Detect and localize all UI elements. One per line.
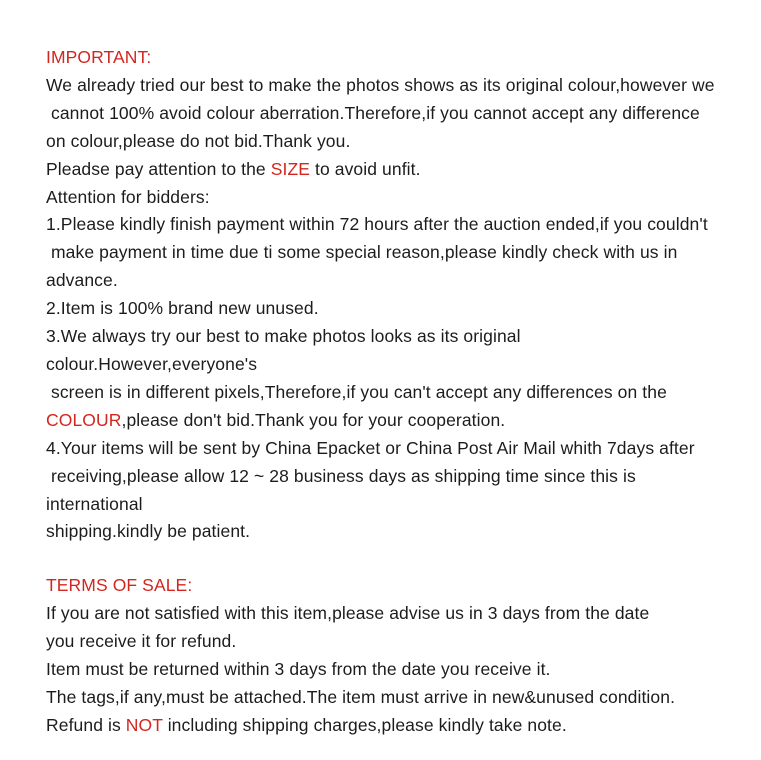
text-line <box>46 684 723 712</box>
highlight-red: COLOUR <box>46 409 122 430</box>
text-segment: on colour,please do not bid.Thank you. <box>46 130 351 151</box>
highlight-red: NOT <box>125 714 163 735</box>
text-segment: We already tried our best to make the photos shows as its original colour,however we <box>46 74 715 95</box>
text-segment: 1.Please kindly finish payment within 72 hours after the auction ended,if you couldn't <box>46 214 708 235</box>
text-segment: screen is in different pixels,Therefore,if you can't accept any differences on the <box>46 381 667 402</box>
text-line <box>46 156 723 184</box>
text-line <box>46 463 723 519</box>
text-line <box>46 128 723 156</box>
text-segment: The tags,if any,must be attached.The item must arrive in new&unused condition. <box>46 686 676 707</box>
text-segment: make payment in time due ti some special reason,please kindly check with us in <box>46 242 678 263</box>
text-line <box>46 100 723 128</box>
text-line <box>46 600 723 628</box>
text-segment: ,please don't bid.Thank you for your cooperation. <box>121 409 506 430</box>
text-segment: Item must be returned within 3 days from the date you receive it. <box>46 659 551 680</box>
text-segment: If you are not satisfied with this item,please advise us in 3 days from the date <box>46 603 650 624</box>
text-segment: Attention for bidders: <box>46 186 210 207</box>
highlight-red: SIZE <box>270 158 311 179</box>
section-heading: TERMS OF SALE: <box>46 575 193 596</box>
text-segment: to avoid unfit. <box>310 158 421 179</box>
text-segment: Pleadse pay attention to the <box>46 158 271 179</box>
text-line <box>46 211 723 239</box>
text-line <box>46 435 723 463</box>
text-segment: receiving,please allow 12 ~ 28 business days as shipping time since this is international <box>46 465 641 514</box>
text-segment: 3.We always try our best to make photos looks as its original colour.However,everyone's <box>46 326 526 374</box>
text-segment: shipping.kindly be patient. <box>46 521 251 542</box>
text-line <box>46 628 723 656</box>
text-line <box>46 184 723 212</box>
text-segment: cannot 100% avoid colour aberration.Therefore,if you cannot accept any difference <box>46 102 700 123</box>
text-line <box>46 407 723 435</box>
text-line <box>46 295 723 323</box>
text-segment: including shipping charges,please kindly take note. <box>162 714 567 735</box>
text-line <box>46 72 723 100</box>
section-important <box>46 44 723 546</box>
text-segment: advance. <box>46 270 118 291</box>
text-segment: you receive it for refund. <box>46 631 237 652</box>
text-line <box>46 518 723 546</box>
section-heading: IMPORTANT: <box>46 47 152 67</box>
text-line <box>46 379 723 407</box>
text-line <box>46 239 723 267</box>
section-terms-of-sale <box>46 572 723 739</box>
text-segment: Refund is <box>46 714 126 735</box>
text-line <box>46 712 723 740</box>
text-segment: 4.Your items will be sent by China Epacket or China Post Air Mail whith 7days after <box>46 437 695 458</box>
text-line <box>46 656 723 684</box>
text-line <box>46 323 723 379</box>
text-segment: 2.Item is 100% brand new unused. <box>46 298 319 319</box>
text-line <box>46 267 723 295</box>
